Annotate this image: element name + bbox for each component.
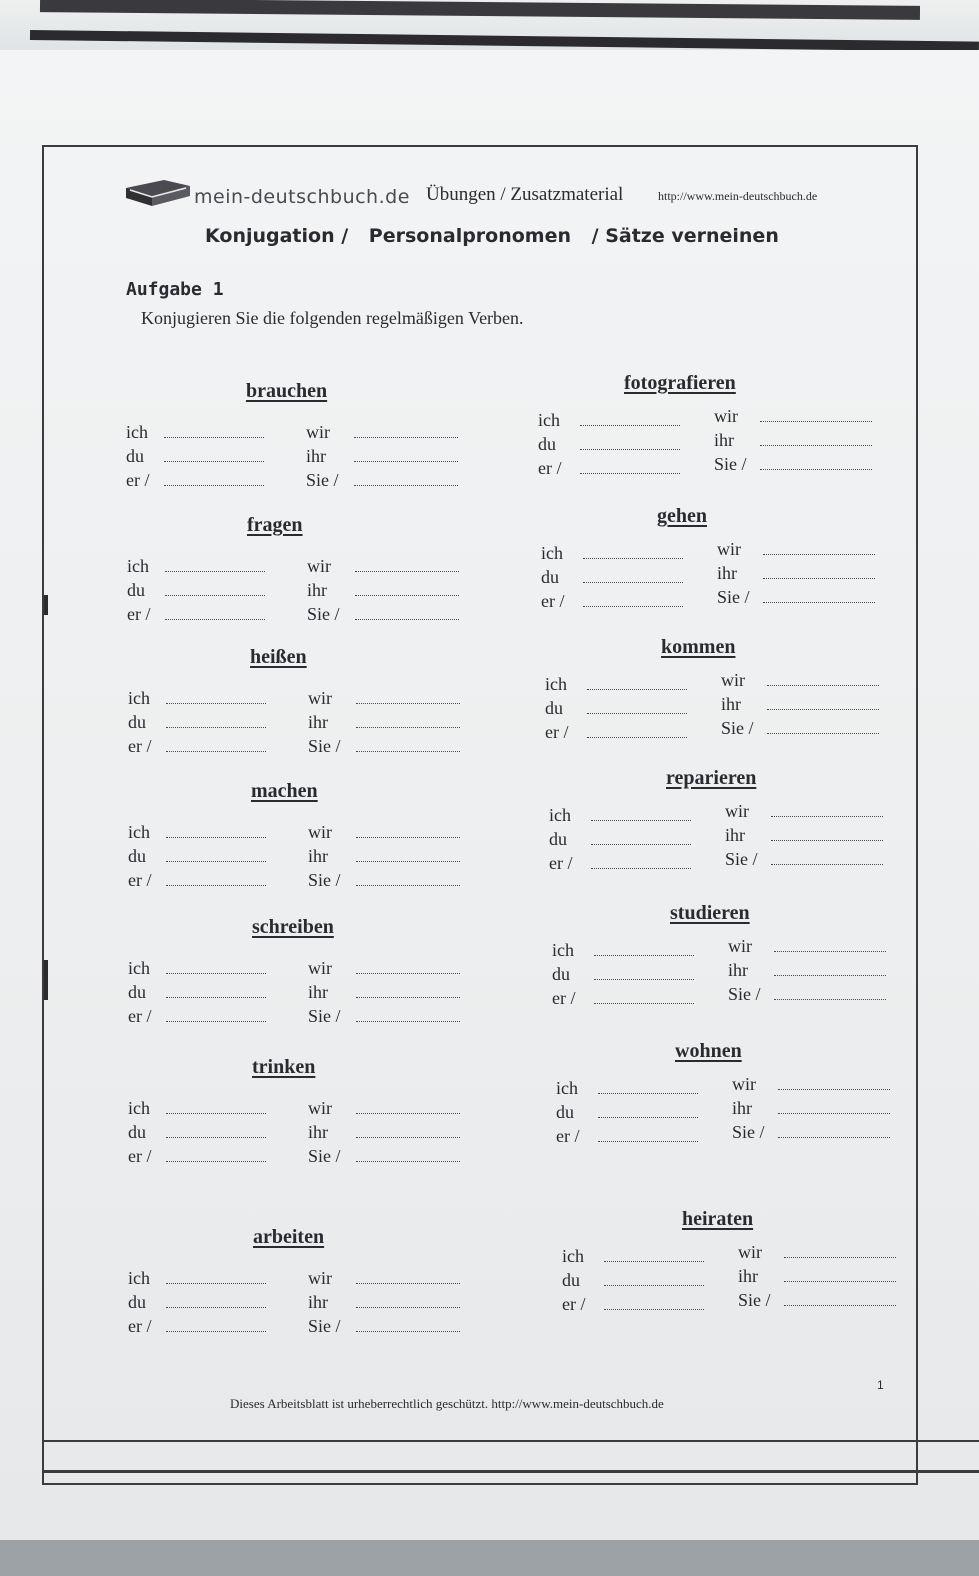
answer-blank[interactable] [580, 449, 680, 450]
answer-blank[interactable] [771, 816, 883, 817]
answer-blank[interactable] [355, 619, 459, 620]
answer-blank[interactable] [164, 437, 264, 438]
conjugation-row [556, 1122, 916, 1148]
answer-blank[interactable] [356, 973, 460, 974]
pronoun-label: er / [128, 1146, 152, 1166]
logo-text: mein-deutschbuch.de [194, 186, 410, 208]
answer-blank[interactable] [604, 1261, 704, 1262]
answer-blank[interactable] [767, 685, 879, 686]
pronoun-label: wir [732, 1074, 756, 1094]
pronoun-label: Sie / [307, 604, 340, 624]
answer-blank[interactable] [774, 999, 886, 1000]
answer-blank[interactable] [778, 1137, 890, 1138]
pronoun-label: ihr [308, 1292, 328, 1312]
conjugation-row [128, 822, 488, 844]
pronoun-label: Sie / [306, 470, 339, 490]
verb-block [128, 1226, 488, 1346]
page-number: 1 [877, 1378, 884, 1392]
answer-blank[interactable] [165, 595, 265, 596]
pronoun-label: du [552, 964, 570, 984]
conjugation-row [128, 736, 488, 758]
pronoun-label: ich [549, 805, 571, 825]
answer-blank[interactable] [594, 1003, 694, 1004]
pronoun-label: er / [128, 736, 152, 756]
pronoun-label: er / [128, 870, 152, 890]
pronoun-label: ihr [717, 563, 737, 583]
conjugation-row [127, 604, 487, 626]
conjugation-row [128, 1146, 488, 1168]
pronoun-label: wir [714, 406, 738, 426]
conjugation-row [128, 1292, 488, 1314]
pronoun-label: wir [721, 670, 745, 690]
answer-blank[interactable] [165, 619, 265, 620]
pronoun-label: wir [738, 1242, 762, 1262]
task-title: Aufgabe 1 [126, 279, 224, 300]
header-url: http://www.mein-deutschbuch.de [658, 189, 818, 203]
verb-title: brauchen [246, 380, 328, 402]
answer-blank[interactable] [164, 461, 264, 462]
verb-block [126, 380, 486, 500]
pronoun-label: du [562, 1270, 580, 1290]
task-instruction: Konjugieren Sie die folgenden regelmäßigen Verben. [141, 308, 524, 328]
answer-blank[interactable] [166, 1021, 266, 1022]
conjugation-row [545, 694, 905, 720]
conjugation-row [545, 670, 905, 696]
answer-blank[interactable] [760, 445, 872, 446]
conjugation-row [128, 1316, 488, 1338]
verb-title: fragen [247, 514, 303, 536]
pronoun-label: Sie / [714, 454, 747, 474]
verb-title: machen [251, 780, 318, 802]
answer-blank[interactable] [356, 1283, 460, 1284]
pronoun-label: ich [538, 410, 560, 430]
answer-blank[interactable] [166, 997, 266, 998]
pronoun-label: wir [308, 1268, 332, 1288]
pronoun-label: ihr [721, 694, 741, 714]
pronoun-label: wir [308, 688, 332, 708]
pronoun-label: ihr [306, 446, 326, 466]
answer-blank[interactable] [356, 1331, 460, 1332]
pronoun-label: er / [128, 1316, 152, 1336]
pronoun-label: du [127, 580, 145, 600]
pronoun-label: Sie / [308, 870, 341, 890]
answer-blank[interactable] [355, 571, 459, 572]
pronoun-label: du [541, 567, 559, 587]
binder-mark [44, 960, 48, 1000]
answer-blank[interactable] [356, 1307, 460, 1308]
answer-blank[interactable] [594, 955, 694, 956]
frame-line [42, 1440, 979, 1442]
verb-title: wohnen [675, 1040, 742, 1062]
verb-title: studieren [670, 902, 750, 924]
verb-block [538, 372, 898, 492]
table-surface [0, 1540, 979, 1576]
conjugation-row [538, 454, 898, 480]
pronoun-label: Sie / [308, 1006, 341, 1026]
answer-blank[interactable] [598, 1093, 698, 1094]
conjugation-row [552, 960, 912, 986]
verb-title: kommen [661, 636, 736, 658]
pronoun-label: ich [552, 940, 574, 960]
answer-blank[interactable] [356, 1113, 460, 1114]
frame-line [42, 1470, 979, 1473]
answer-blank[interactable] [583, 558, 683, 559]
book-logo-icon [124, 178, 192, 208]
answer-blank[interactable] [166, 1137, 266, 1138]
answer-blank[interactable] [166, 1113, 266, 1114]
answer-blank[interactable] [580, 473, 680, 474]
answer-blank[interactable] [164, 485, 264, 486]
verb-block [128, 780, 488, 900]
pronoun-label: du [128, 712, 146, 732]
pronoun-label: du [128, 982, 146, 1002]
binder-mark [44, 595, 48, 615]
answer-blank[interactable] [763, 578, 875, 579]
verb-title: gehen [657, 505, 707, 527]
answer-blank[interactable] [356, 1021, 460, 1022]
pronoun-label: ich [545, 674, 567, 694]
conjugation-row [562, 1266, 922, 1292]
conjugation-row [549, 849, 909, 875]
pronoun-label: ich [127, 556, 149, 576]
answer-blank[interactable] [778, 1113, 890, 1114]
copyright-note: Dieses Arbeitsblatt ist urheberrechtlich geschützt. http://www.mein-deutschbuch.de [230, 1396, 664, 1411]
pronoun-label: du [538, 434, 556, 454]
pronoun-label: ich [128, 1268, 150, 1288]
pronoun-label: du [126, 446, 144, 466]
worksheet-header [120, 178, 880, 218]
conjugation-row [562, 1290, 922, 1316]
conjugation-row [552, 984, 912, 1010]
conjugation-row [562, 1242, 922, 1268]
pronoun-label: Sie / [308, 736, 341, 756]
answer-blank[interactable] [355, 595, 459, 596]
pronoun-label: ihr [738, 1266, 758, 1286]
pronoun-label: ich [126, 422, 148, 442]
answer-blank[interactable] [356, 751, 460, 752]
conjugation-row [128, 712, 488, 734]
verb-title: trinken [252, 1056, 316, 1078]
topics-line [205, 225, 793, 247]
verb-block [552, 902, 912, 1022]
verb-block [545, 636, 905, 756]
answer-blank[interactable] [356, 885, 460, 886]
pronoun-label: ich [556, 1078, 578, 1098]
pronoun-label: du [556, 1102, 574, 1122]
answer-blank[interactable] [594, 979, 694, 980]
conjugation-row [127, 580, 487, 602]
pronoun-label: ihr [714, 430, 734, 450]
verb-title: fotografieren [624, 372, 736, 394]
answer-blank[interactable] [166, 1161, 266, 1162]
answer-blank[interactable] [784, 1305, 896, 1306]
answer-blank[interactable] [356, 727, 460, 728]
verb-title: reparieren [666, 767, 757, 789]
conjugation-row [128, 1006, 488, 1028]
pronoun-label: ich [562, 1246, 584, 1266]
pronoun-label: Sie / [725, 849, 758, 869]
answer-blank[interactable] [604, 1285, 704, 1286]
pronoun-label: er / [545, 722, 569, 742]
pronoun-label: er / [556, 1126, 580, 1146]
pronoun-label: ihr [728, 960, 748, 980]
conjugation-row [552, 936, 912, 962]
pronoun-label: du [128, 846, 146, 866]
answer-blank[interactable] [166, 1283, 266, 1284]
verb-block [128, 1056, 488, 1176]
answer-blank[interactable] [598, 1117, 698, 1118]
pronoun-label: ich [128, 958, 150, 978]
pronoun-label: ihr [307, 580, 327, 600]
answer-blank[interactable] [784, 1281, 896, 1282]
conjugation-row [545, 718, 905, 744]
pronoun-label: du [545, 698, 563, 718]
answer-blank[interactable] [166, 1307, 266, 1308]
answer-blank[interactable] [591, 820, 691, 821]
conjugation-row [126, 446, 486, 468]
pronoun-label: wir [728, 936, 752, 956]
answer-blank[interactable] [166, 1331, 266, 1332]
verb-block [128, 916, 488, 1036]
conjugation-row [541, 539, 901, 565]
pronoun-label: du [128, 1292, 146, 1312]
conjugation-row [128, 688, 488, 710]
answer-blank[interactable] [774, 975, 886, 976]
pronoun-label: er / [541, 591, 565, 611]
answer-blank[interactable] [784, 1257, 896, 1258]
answer-blank[interactable] [760, 469, 872, 470]
pronoun-label: Sie / [308, 1316, 341, 1336]
pronoun-label: Sie / [738, 1290, 771, 1310]
answer-blank[interactable] [774, 951, 886, 952]
conjugation-row [126, 422, 486, 444]
answer-blank[interactable] [778, 1089, 890, 1090]
answer-blank[interactable] [771, 840, 883, 841]
answer-blank[interactable] [166, 751, 266, 752]
conjugation-row [541, 587, 901, 613]
pronoun-label: ich [128, 688, 150, 708]
pronoun-label: wir [307, 556, 331, 576]
pronoun-label: ihr [725, 825, 745, 845]
conjugation-row [541, 563, 901, 589]
pronoun-label: er / [128, 1006, 152, 1026]
answer-blank[interactable] [763, 554, 875, 555]
answer-blank[interactable] [166, 973, 266, 974]
conjugation-row [128, 1098, 488, 1120]
verb-title: arbeiten [253, 1226, 325, 1248]
pronoun-label: Sie / [728, 984, 761, 1004]
pronoun-label: wir [308, 958, 332, 978]
answer-blank[interactable] [598, 1141, 698, 1142]
answer-blank[interactable] [767, 733, 879, 734]
pronoun-label: Sie / [308, 1146, 341, 1166]
pronoun-label: er / [552, 988, 576, 1008]
verb-title: schreiben [252, 916, 334, 938]
pronoun-label: wir [306, 422, 330, 442]
conjugation-row [128, 1268, 488, 1290]
pronoun-label: ihr [308, 1122, 328, 1142]
pronoun-label: er / [549, 853, 573, 873]
conjugation-row [549, 801, 909, 827]
answer-blank[interactable] [354, 461, 458, 462]
verb-title: heiraten [682, 1208, 754, 1230]
answer-blank[interactable] [166, 861, 266, 862]
conjugation-row [556, 1074, 916, 1100]
answer-blank[interactable] [583, 582, 683, 583]
conjugation-row [128, 1122, 488, 1144]
answer-blank[interactable] [583, 606, 683, 607]
verb-block [549, 767, 909, 887]
conjugation-row [128, 958, 488, 980]
conjugation-row [128, 982, 488, 1004]
topic-item: Konjugation / [205, 225, 349, 247]
topic-item: Personalpronomen [368, 225, 572, 247]
answer-blank[interactable] [356, 861, 460, 862]
verb-block [556, 1040, 916, 1160]
pronoun-label: wir [308, 822, 332, 842]
pronoun-label: Sie / [721, 718, 754, 738]
answer-blank[interactable] [587, 737, 687, 738]
verb-block [128, 646, 488, 766]
answer-blank[interactable] [166, 837, 266, 838]
pronoun-label: Sie / [717, 587, 750, 607]
conjugation-row [538, 430, 898, 456]
pronoun-label: er / [538, 458, 562, 478]
pronoun-label: du [128, 1122, 146, 1142]
answer-blank[interactable] [356, 997, 460, 998]
topic-item: / Sätze verneinen [591, 225, 779, 247]
conjugation-row [538, 406, 898, 432]
answer-blank[interactable] [771, 864, 883, 865]
conjugation-row [128, 870, 488, 892]
answer-blank[interactable] [591, 868, 691, 869]
pronoun-label: ihr [308, 982, 328, 1002]
pronoun-label: wir [308, 1098, 332, 1118]
answer-blank[interactable] [587, 713, 687, 714]
verb-block [541, 505, 901, 625]
pronoun-label: wir [725, 801, 749, 821]
pronoun-label: ihr [732, 1098, 752, 1118]
pronoun-label: ich [128, 1098, 150, 1118]
pronoun-label: ich [541, 543, 563, 563]
answer-blank[interactable] [587, 689, 687, 690]
conjugation-row [549, 825, 909, 851]
pronoun-label: Sie / [732, 1122, 765, 1142]
header-title: Übungen / Zusatzmaterial [426, 184, 624, 205]
answer-blank[interactable] [767, 709, 879, 710]
answer-blank[interactable] [356, 703, 460, 704]
pronoun-label: er / [562, 1294, 586, 1314]
conjugation-row [556, 1098, 916, 1124]
answer-blank[interactable] [763, 602, 875, 603]
conjugation-row [128, 846, 488, 868]
pronoun-label: er / [126, 470, 150, 490]
verb-block [127, 514, 487, 634]
pronoun-label: ich [128, 822, 150, 842]
pronoun-label: er / [127, 604, 151, 624]
verb-title: heißen [250, 646, 307, 668]
conjugation-row [126, 470, 486, 492]
conjugation-row [127, 556, 487, 578]
answer-blank[interactable] [760, 421, 872, 422]
answer-blank[interactable] [166, 727, 266, 728]
verb-block [562, 1208, 922, 1328]
answer-blank[interactable] [166, 885, 266, 886]
answer-blank[interactable] [354, 437, 458, 438]
answer-blank[interactable] [354, 485, 458, 486]
answer-blank[interactable] [591, 844, 691, 845]
answer-blank[interactable] [166, 703, 266, 704]
pronoun-label: du [549, 829, 567, 849]
pronoun-label: ihr [308, 846, 328, 866]
pronoun-label: wir [717, 539, 741, 559]
answer-blank[interactable] [356, 1137, 460, 1138]
answer-blank[interactable] [580, 425, 680, 426]
answer-blank[interactable] [356, 837, 460, 838]
answer-blank[interactable] [165, 571, 265, 572]
answer-blank[interactable] [356, 1161, 460, 1162]
pronoun-label: ihr [308, 712, 328, 732]
answer-blank[interactable] [604, 1309, 704, 1310]
